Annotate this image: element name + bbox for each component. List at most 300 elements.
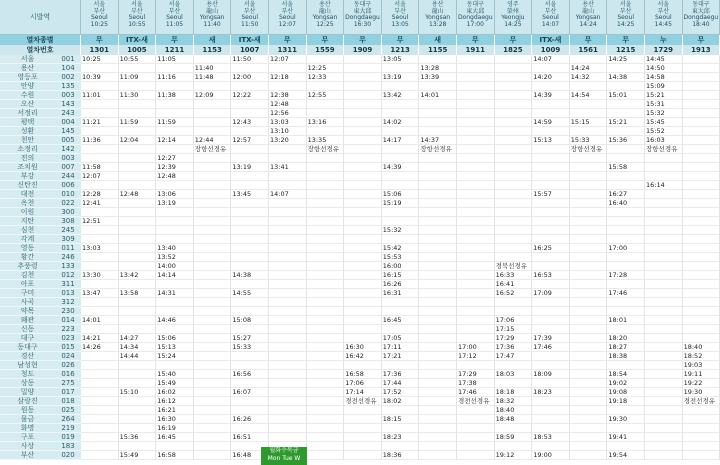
time-cell [344, 82, 382, 91]
time-cell: 11:59 [119, 118, 157, 127]
origin-station: 서울 [243, 1, 256, 8]
time-cell [119, 442, 157, 451]
time-cell [269, 235, 307, 244]
time-cell [269, 64, 307, 73]
time-cell [419, 235, 457, 244]
time-cell [119, 217, 157, 226]
time-cell: 19:00 [532, 451, 570, 460]
time-cell [81, 82, 119, 91]
time-cell [645, 379, 683, 388]
time-cell [532, 235, 570, 244]
time-cell: 15:32 [645, 109, 683, 118]
time-cell [382, 424, 420, 433]
time-cell [307, 343, 345, 352]
time-cell [457, 235, 495, 244]
time-cell [81, 379, 119, 388]
time-cell [419, 199, 457, 208]
time-cell: 15:49 [156, 379, 194, 388]
time-cell [683, 298, 720, 307]
time-cell [683, 208, 720, 217]
time-cell [570, 334, 608, 343]
time-cell [607, 424, 645, 433]
time-cell [231, 145, 269, 154]
time-cell [419, 208, 457, 217]
time-cell [382, 325, 420, 334]
time-cell [156, 235, 194, 244]
time-cell [607, 109, 645, 118]
time-cell: 16:02 [156, 388, 194, 397]
station-code: 025 [55, 406, 81, 415]
time-cell: 11:09 [119, 73, 157, 82]
time-cell [382, 109, 420, 118]
time-cell: 13:19 [382, 73, 420, 82]
time-cell [307, 433, 345, 442]
time-cell [382, 361, 420, 370]
station-name: 전의 [0, 154, 55, 163]
time-cell: 경북선경유 [495, 262, 533, 271]
time-cell [419, 190, 457, 199]
origin-english: Yongsan [575, 14, 601, 21]
station-name: 화명 [0, 424, 55, 433]
time-cell [382, 100, 420, 109]
time-cell: 15:09 [645, 82, 683, 91]
train-type: ITX-새 [532, 35, 570, 45]
time-cell [570, 235, 608, 244]
train-column-header[interactable] [457, 0, 495, 35]
time-cell: 장항선경유 [419, 145, 457, 154]
time-cell [119, 172, 157, 181]
time-cell: 19:41 [607, 433, 645, 442]
station-name: 신동 [0, 325, 55, 334]
time-cell [194, 199, 232, 208]
departure-time: 17:00 [466, 20, 484, 28]
time-cell [532, 154, 570, 163]
train-number: 1729 [645, 45, 683, 55]
time-cell [419, 397, 457, 406]
time-cell [382, 217, 420, 226]
station-code: 311 [55, 280, 81, 289]
train-column-header[interactable] [194, 0, 232, 35]
time-cell [457, 172, 495, 181]
station-code: 309 [55, 235, 81, 244]
origin-english: Dongdaegu [457, 14, 493, 21]
time-cell [532, 217, 570, 226]
station-name: 오산 [0, 100, 55, 109]
station-code: 183 [55, 442, 81, 451]
time-cell [382, 442, 420, 451]
station-code: 223 [55, 325, 81, 334]
train-column-header[interactable] [156, 0, 194, 35]
time-cell [269, 253, 307, 262]
time-cell [119, 280, 157, 289]
time-cell: 12:57 [231, 136, 269, 145]
time-cell: 14:50 [645, 64, 683, 73]
time-cell [457, 325, 495, 334]
train-column-header[interactable] [307, 0, 345, 35]
time-cell [457, 100, 495, 109]
time-cell [307, 253, 345, 262]
time-cell: 11:40 [194, 64, 232, 73]
time-cell [81, 262, 119, 271]
station-name: 영동 [0, 244, 55, 253]
time-cell: 16:30 [344, 343, 382, 352]
time-cell [344, 361, 382, 370]
time-cell [81, 109, 119, 118]
time-cell [194, 262, 232, 271]
origin-english: Yongsan [312, 14, 338, 21]
time-cell [419, 181, 457, 190]
time-cell [607, 325, 645, 334]
time-cell [645, 199, 683, 208]
time-cell [382, 82, 420, 91]
time-cell [495, 361, 533, 370]
time-cell [457, 55, 495, 64]
time-cell [645, 217, 683, 226]
time-cell [156, 280, 194, 289]
time-cell [495, 172, 533, 181]
time-cell [307, 100, 345, 109]
time-cell [344, 424, 382, 433]
time-cell: 18:23 [382, 433, 420, 442]
time-cell [457, 109, 495, 118]
time-cell [645, 334, 683, 343]
time-cell: 14:24 [570, 64, 608, 73]
time-cell [645, 154, 683, 163]
time-cell [269, 226, 307, 235]
time-cell: 16:45 [156, 433, 194, 442]
time-cell [269, 217, 307, 226]
station-code: 004 [55, 118, 81, 127]
time-cell [307, 127, 345, 136]
time-cell [607, 253, 645, 262]
time-cell: 17:39 [532, 334, 570, 343]
origin-station: 서울 [281, 1, 294, 8]
time-cell [532, 253, 570, 262]
time-cell [344, 154, 382, 163]
train-column-header[interactable] [382, 0, 420, 35]
time-cell [532, 361, 570, 370]
time-cell [683, 82, 720, 91]
time-cell [156, 208, 194, 217]
time-cell [645, 262, 683, 271]
train-type: 새 [194, 35, 232, 45]
time-cell [607, 208, 645, 217]
time-cell [307, 154, 345, 163]
time-cell [81, 397, 119, 406]
time-cell [344, 118, 382, 127]
station-code: 275 [55, 379, 81, 388]
time-cell [645, 433, 683, 442]
time-cell [269, 307, 307, 316]
departure-time: 14:07 [541, 20, 560, 28]
time-cell: 장항선경유 [194, 145, 232, 154]
time-cell [457, 442, 495, 451]
train-number: 1825 [495, 45, 533, 55]
time-cell [194, 100, 232, 109]
time-cell [457, 118, 495, 127]
time-cell: 16:52 [495, 289, 533, 298]
train-type: 누 [645, 35, 683, 45]
time-cell [457, 415, 495, 424]
time-cell [231, 352, 269, 361]
train-type: 무 [570, 35, 608, 45]
time-cell [231, 226, 269, 235]
time-cell [570, 217, 608, 226]
train-column-header[interactable] [683, 0, 720, 35]
time-cell: 경전선경유 [344, 397, 382, 406]
time-cell: 18:32 [495, 397, 533, 406]
time-cell [119, 316, 157, 325]
time-cell: 17:46 [607, 289, 645, 298]
station-name: 밀양 [0, 388, 55, 397]
time-cell [607, 100, 645, 109]
time-cell [419, 361, 457, 370]
origin-hanja: 부산 [131, 7, 143, 15]
time-cell [457, 154, 495, 163]
time-cell [532, 262, 570, 271]
time-cell [194, 334, 232, 343]
time-cell [307, 361, 345, 370]
time-cell [307, 307, 345, 316]
train-type: 무 [457, 35, 495, 45]
footer-tab[interactable] [261, 447, 307, 465]
time-cell [156, 127, 194, 136]
time-cell [81, 280, 119, 289]
time-cell [194, 55, 232, 64]
time-cell [532, 352, 570, 361]
station-name: 안양 [0, 82, 55, 91]
time-cell: 16:21 [156, 406, 194, 415]
time-cell: 경전선경유 [457, 397, 495, 406]
origin-station: 영주 [507, 1, 519, 8]
time-cell [683, 235, 720, 244]
time-cell [194, 154, 232, 163]
time-cell: 13:20 [269, 136, 307, 145]
station-code: 016 [55, 370, 81, 379]
station-code: 002 [55, 73, 81, 82]
time-cell [645, 289, 683, 298]
time-cell [307, 388, 345, 397]
time-cell: 12:44 [194, 136, 232, 145]
origin-hanja: 부산 [619, 7, 632, 15]
time-cell [495, 109, 533, 118]
time-cell [683, 190, 720, 199]
time-cell [194, 379, 232, 388]
origin-hanja: 龍山 [431, 7, 444, 15]
time-cell [457, 307, 495, 316]
time-cell [607, 235, 645, 244]
station-code: 017 [55, 388, 81, 397]
time-cell: 15:52 [645, 127, 683, 136]
origin-station-header: 시발역 [0, 0, 81, 35]
time-cell [307, 424, 345, 433]
train-column-header[interactable] [532, 0, 570, 35]
time-cell [156, 361, 194, 370]
time-cell: 13:39 [419, 73, 457, 82]
time-cell [344, 316, 382, 325]
time-cell [607, 280, 645, 289]
time-cell [307, 334, 345, 343]
time-cell [683, 253, 720, 262]
time-cell [344, 172, 382, 181]
time-cell [307, 208, 345, 217]
time-cell: 12:25 [307, 64, 345, 73]
time-cell [419, 433, 457, 442]
time-cell: 17:21 [382, 352, 420, 361]
time-cell [419, 352, 457, 361]
time-cell [119, 82, 157, 91]
station-code: 024 [55, 352, 81, 361]
origin-station: 서울 [394, 1, 406, 8]
origin-hanja: 부산 [544, 7, 557, 15]
time-cell [607, 307, 645, 316]
time-cell: 13:30 [81, 271, 119, 280]
train-column-header[interactable] [607, 0, 645, 35]
time-cell [683, 217, 720, 226]
train-column-header[interactable] [269, 0, 307, 35]
time-cell [81, 406, 119, 415]
time-cell [457, 424, 495, 433]
station-code: 018 [55, 397, 81, 406]
time-cell [457, 163, 495, 172]
origin-hanja: 부산 [243, 7, 256, 15]
station-name: 신탄진 [0, 181, 55, 190]
time-cell: 장항선경유 [570, 145, 608, 154]
time-cell [570, 361, 608, 370]
time-cell [532, 163, 570, 172]
time-cell [683, 334, 720, 343]
train-column-header[interactable] [344, 0, 382, 35]
time-cell: 18:52 [683, 352, 720, 361]
train-column-header[interactable] [645, 0, 683, 35]
time-cell [645, 361, 683, 370]
time-cell [194, 325, 232, 334]
time-cell: 17:00 [607, 244, 645, 253]
station-code: 230 [55, 307, 81, 316]
time-cell [495, 100, 533, 109]
station-code: 308 [55, 217, 81, 226]
time-cell [607, 217, 645, 226]
train-number: 1301 [81, 45, 119, 55]
time-cell [570, 109, 608, 118]
train-type: ITX-새 [119, 35, 157, 45]
time-cell [683, 181, 720, 190]
time-cell [81, 415, 119, 424]
time-cell [119, 397, 157, 406]
time-cell [194, 415, 232, 424]
time-cell [307, 325, 345, 334]
time-cell [570, 244, 608, 253]
time-cell [382, 64, 420, 73]
time-cell [495, 424, 533, 433]
station-name: 청도 [0, 370, 55, 379]
time-cell [457, 406, 495, 415]
time-cell: 15:45 [645, 118, 683, 127]
time-cell [495, 442, 533, 451]
time-cell [419, 172, 457, 181]
station-code: 006 [55, 181, 81, 190]
time-cell [119, 226, 157, 235]
time-cell [645, 235, 683, 244]
origin-english: Seoul [278, 14, 296, 21]
train-column-header[interactable] [119, 0, 157, 35]
time-cell [570, 100, 608, 109]
time-cell [194, 316, 232, 325]
time-cell [307, 217, 345, 226]
time-cell [194, 433, 232, 442]
time-cell: 15:08 [231, 316, 269, 325]
time-cell [344, 100, 382, 109]
time-cell [307, 226, 345, 235]
time-cell [419, 280, 457, 289]
time-cell [683, 199, 720, 208]
time-cell [532, 379, 570, 388]
time-cell [495, 136, 533, 145]
time-cell [231, 100, 269, 109]
time-cell [419, 163, 457, 172]
time-cell [231, 280, 269, 289]
time-cell: 17:00 [457, 343, 495, 352]
train-column-header[interactable] [419, 0, 457, 35]
time-cell: 17:05 [382, 334, 420, 343]
station-name: 상동 [0, 379, 55, 388]
time-cell [419, 271, 457, 280]
station-name: 지탄 [0, 217, 55, 226]
time-cell [81, 100, 119, 109]
time-cell [231, 109, 269, 118]
train-type: 무 [683, 35, 720, 45]
time-cell: 14:44 [119, 352, 157, 361]
time-cell [683, 325, 720, 334]
time-cell: 17:15 [495, 325, 533, 334]
time-cell [683, 91, 720, 100]
station-name: 약목 [0, 307, 55, 316]
time-cell [419, 406, 457, 415]
train-column-header[interactable] [495, 0, 533, 35]
time-cell [194, 352, 232, 361]
time-cell [645, 352, 683, 361]
time-cell [607, 64, 645, 73]
train-type: 무 [382, 35, 420, 45]
time-cell: 14:58 [645, 73, 683, 82]
train-number: 1911 [457, 45, 495, 55]
time-cell [645, 397, 683, 406]
station-name: 서울 [0, 55, 55, 64]
time-cell: 12:07 [81, 172, 119, 181]
time-cell [419, 55, 457, 64]
time-cell: 14:01 [81, 316, 119, 325]
time-cell [81, 154, 119, 163]
origin-english: Seoul [542, 14, 559, 21]
time-cell [645, 253, 683, 262]
train-column-header[interactable] [231, 0, 269, 35]
time-cell: 15:53 [382, 253, 420, 262]
time-cell [194, 226, 232, 235]
train-column-header[interactable] [81, 0, 119, 35]
time-cell [495, 64, 533, 73]
time-cell [119, 415, 157, 424]
time-cell: 16:45 [382, 316, 420, 325]
time-cell [269, 379, 307, 388]
time-cell [607, 442, 645, 451]
time-cell [570, 199, 608, 208]
time-cell [495, 55, 533, 64]
train-number: 1211 [156, 45, 194, 55]
time-cell: 12:51 [81, 217, 119, 226]
train-column-header[interactable] [570, 0, 608, 35]
time-cell: 16:48 [231, 451, 269, 460]
station-name: 추풍령 [0, 262, 55, 271]
